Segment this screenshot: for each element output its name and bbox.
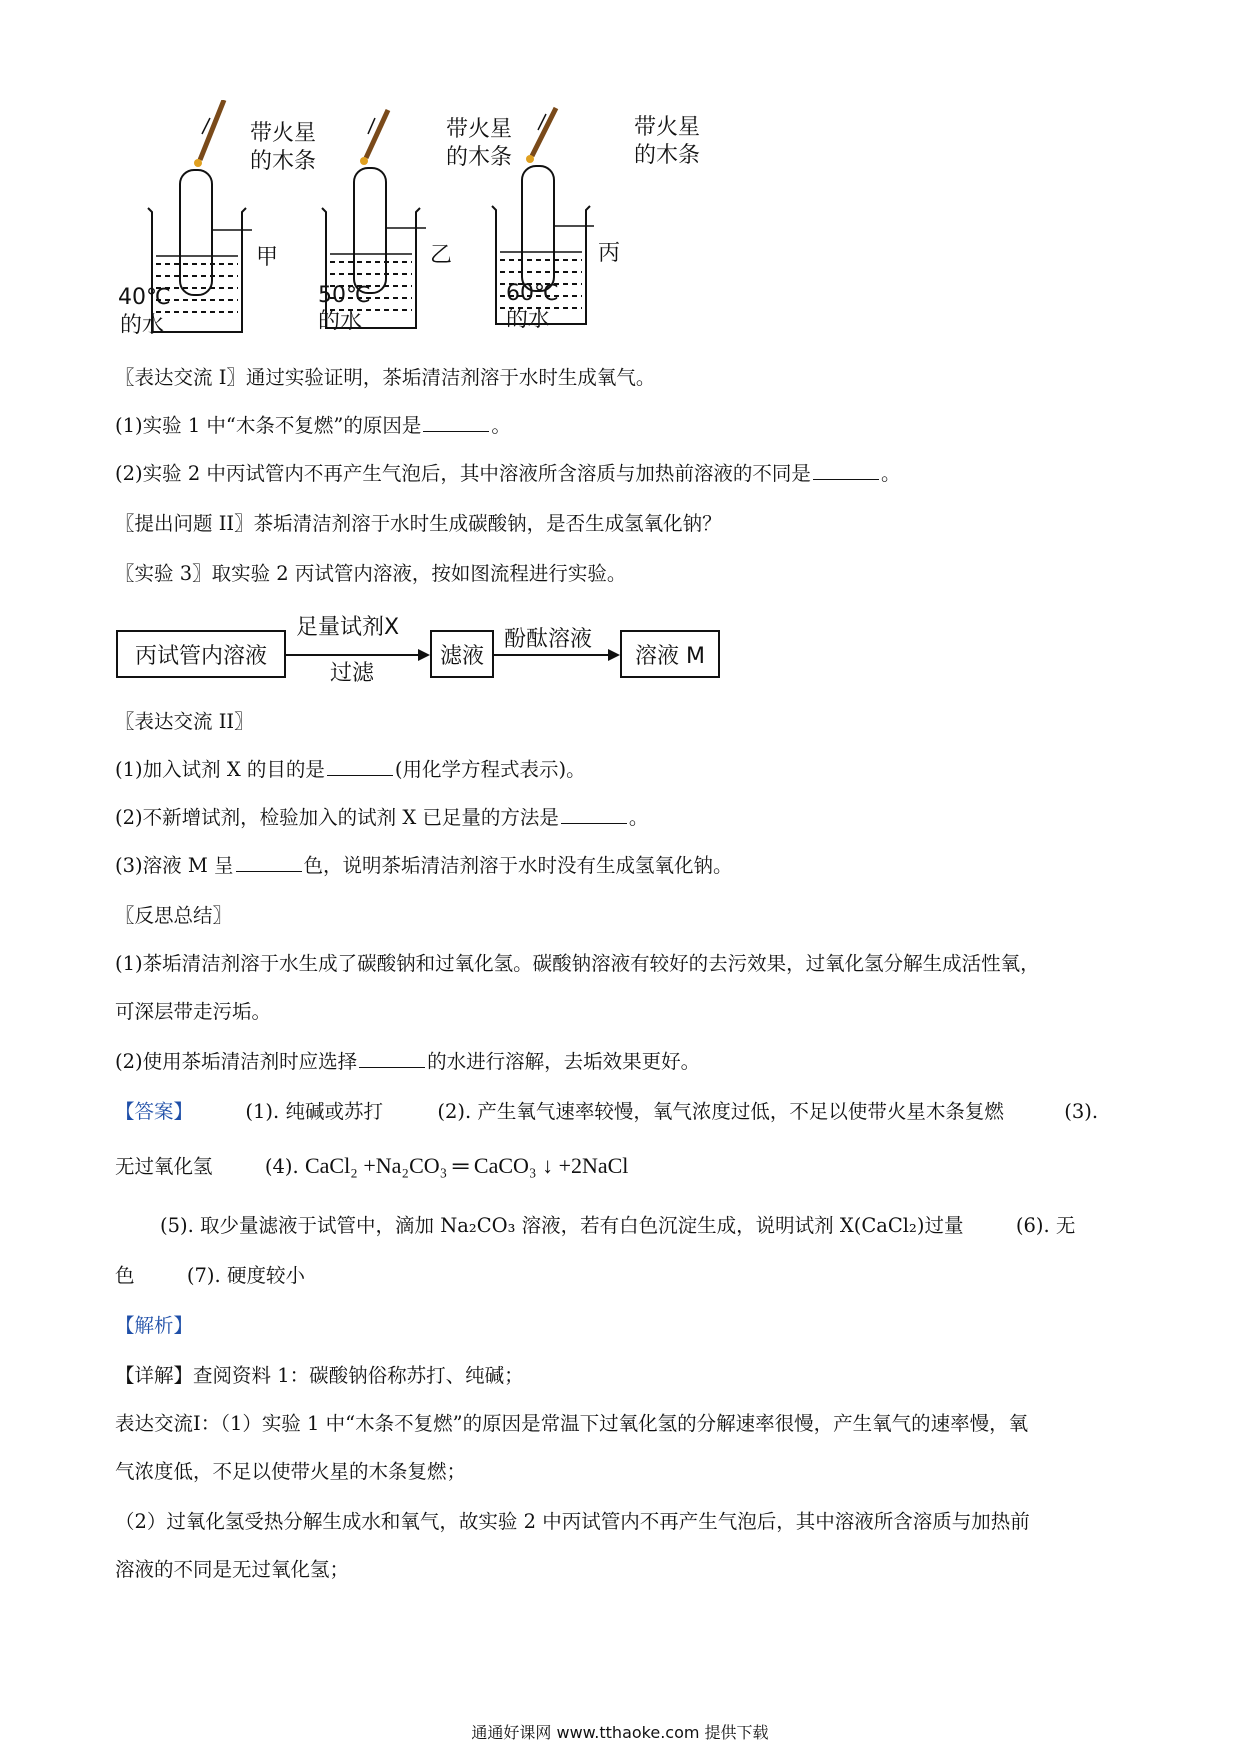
answer-6-cont: 色 — [115, 1264, 135, 1287]
detail-1: 【详解】查阅资料 1：碳酸钠俗称苏打、纯碱； — [115, 1364, 524, 1387]
answer-blank — [423, 415, 489, 432]
answer-blank — [813, 463, 879, 480]
flow-arrow-label-phenolphthalein: 酚酞溶液 — [504, 627, 593, 652]
reflection-1-cont: 可深层带走污垢。 — [115, 1000, 272, 1023]
detail-4: （2）过氧化氢受热分解生成水和氧气，故实验 2 中丙试管内不再产生气泡后，其中溶液所含溶质与加热前 — [115, 1510, 1030, 1533]
answer-6: (6). 无 — [1015, 1214, 1076, 1237]
detail-5: 溶液的不同是无过氧化氢； — [115, 1558, 350, 1581]
flow-arrow-label-filter: 过滤 — [330, 661, 375, 686]
answer-3-label: (3). — [1064, 1100, 1099, 1123]
question-2-3: (3)溶液 M 呈 色，说明茶垢清洁剂溶于水时没有生成氢氧化钠。 — [115, 854, 733, 877]
answer-4-label: (4). — [264, 1155, 299, 1178]
tube-label-yi: 乙 — [430, 243, 453, 268]
flow-box-filtrate: 滤液 — [430, 630, 494, 678]
tube-label-bing: 丙 — [598, 241, 621, 266]
flow-arrow-label-reagent: 足量试剂X — [296, 615, 400, 640]
ember-icon — [526, 155, 534, 163]
splint-label-line1: 带火星 — [446, 117, 513, 142]
answer-3: 无过氧化氢 — [115, 1155, 213, 1178]
analysis-label: 【解析】 — [115, 1314, 194, 1337]
ember-icon — [194, 159, 202, 167]
wooden-splint — [366, 110, 388, 158]
flow-box-solution-m: 溶液 M — [620, 630, 720, 678]
splint-label-line2: 的木条 — [446, 145, 513, 170]
question-2-1: (1)加入试剂 X 的目的是 (用化学方程式表示)。 — [115, 758, 586, 781]
problem-statement-2: 〖提出问题 II〗茶垢清洁剂溶于水时生成碳酸钠，是否生成氢氧化钠？ — [115, 512, 722, 535]
answer-7: (7). 硬度较小 — [186, 1264, 305, 1287]
chemical-equation: CaCl₂ +Na₂CO₃ ═ CaCO₃ ↓ +2NaCl — [304, 1153, 629, 1178]
answer-line-1 — [115, 1098, 1135, 1126]
ember-icon — [360, 157, 368, 165]
detail-3: 气浓度低，不足以使带火星的木条复燃； — [115, 1460, 467, 1483]
page-footer: 通通好课网 www.tthaoke.com 提供下载 — [471, 1723, 769, 1742]
expression-exchange-1: 〖表达交流 I〗通过实验证明，茶垢清洁剂溶于水时生成氧气。 — [115, 366, 656, 389]
flow-arrow-2 — [494, 645, 620, 665]
answer-5: (5). 取少量滤液于试管中，滴加 Na₂CO₃ 溶液，若有白色沉淀生成，说明试剂 X(CaCl₂)过量 (6). 无 — [160, 1214, 1076, 1237]
temperature-label: 60℃ — [506, 281, 559, 306]
answer-blank — [236, 855, 302, 872]
answer-line-4 — [115, 1262, 1135, 1290]
detail-2: 表达交流I：（1）实验 1 中“木条不复燃”的原因是常温下过氧化氢的分解速率很慢，产生氧气的速率慢，氧 — [115, 1412, 1029, 1435]
water-label: 的水 — [506, 307, 551, 332]
temperature-label: 40℃ — [118, 285, 171, 310]
question-1-2: (2)实验 2 中丙试管内不再产生气泡后，其中溶液所含溶质与加热前溶液的不同是 。 — [115, 462, 901, 485]
answer-blank — [327, 759, 393, 776]
answer-blank — [359, 1051, 425, 1068]
reflection-1: (1)茶垢清洁剂溶于水生成了碳酸钠和过氧化氢。碳酸钠溶液有较好的去污效果，过氧化氢分解生成活性氧， — [115, 952, 1040, 975]
tube-label-jia: 甲 — [256, 245, 279, 270]
splint-label-line1: 带火星 — [250, 121, 317, 146]
temperature-label: 50℃ — [318, 283, 371, 308]
question-2-2: (2)不新增试剂，检验加入的试剂 X 已足量的方法是 。 — [115, 806, 649, 829]
answer-line-2 — [115, 1152, 1135, 1181]
splint-label-line1: 带火星 — [634, 115, 701, 140]
answer-blank — [561, 807, 627, 824]
flow-box-solution: 丙试管内溶液 — [116, 630, 286, 678]
reflection-heading: 〖反思总结〗 — [115, 904, 233, 927]
answer-1: (1). 纯碱或苏打 — [245, 1100, 383, 1123]
splint-label-line2: 的木条 — [634, 143, 701, 168]
splint-label-line2: 的木条 — [250, 149, 317, 174]
answer-2: (2). 产生氧气速率较慢，氧气浓度过低，不足以使带火星木条复燃 — [437, 1100, 1004, 1123]
experiment-3: 〖实验 3〗取实验 2 丙试管内溶液，按如图流程进行实验。 — [115, 562, 627, 585]
expression-exchange-2: 〖表达交流 II〗 — [115, 710, 254, 733]
answer-label: 【答案】 — [115, 1100, 194, 1123]
water-label: 的水 — [318, 309, 363, 334]
water-label: 的水 — [120, 313, 165, 338]
reflection-2: (2)使用茶垢清洁剂时应选择 的水进行溶解，去垢效果更好。 — [115, 1050, 701, 1073]
question-1-1: (1)实验 1 中“木条不复燃”的原因是 。 — [115, 414, 511, 437]
flow-arrow-1 — [286, 645, 430, 665]
wooden-splint — [532, 108, 556, 156]
